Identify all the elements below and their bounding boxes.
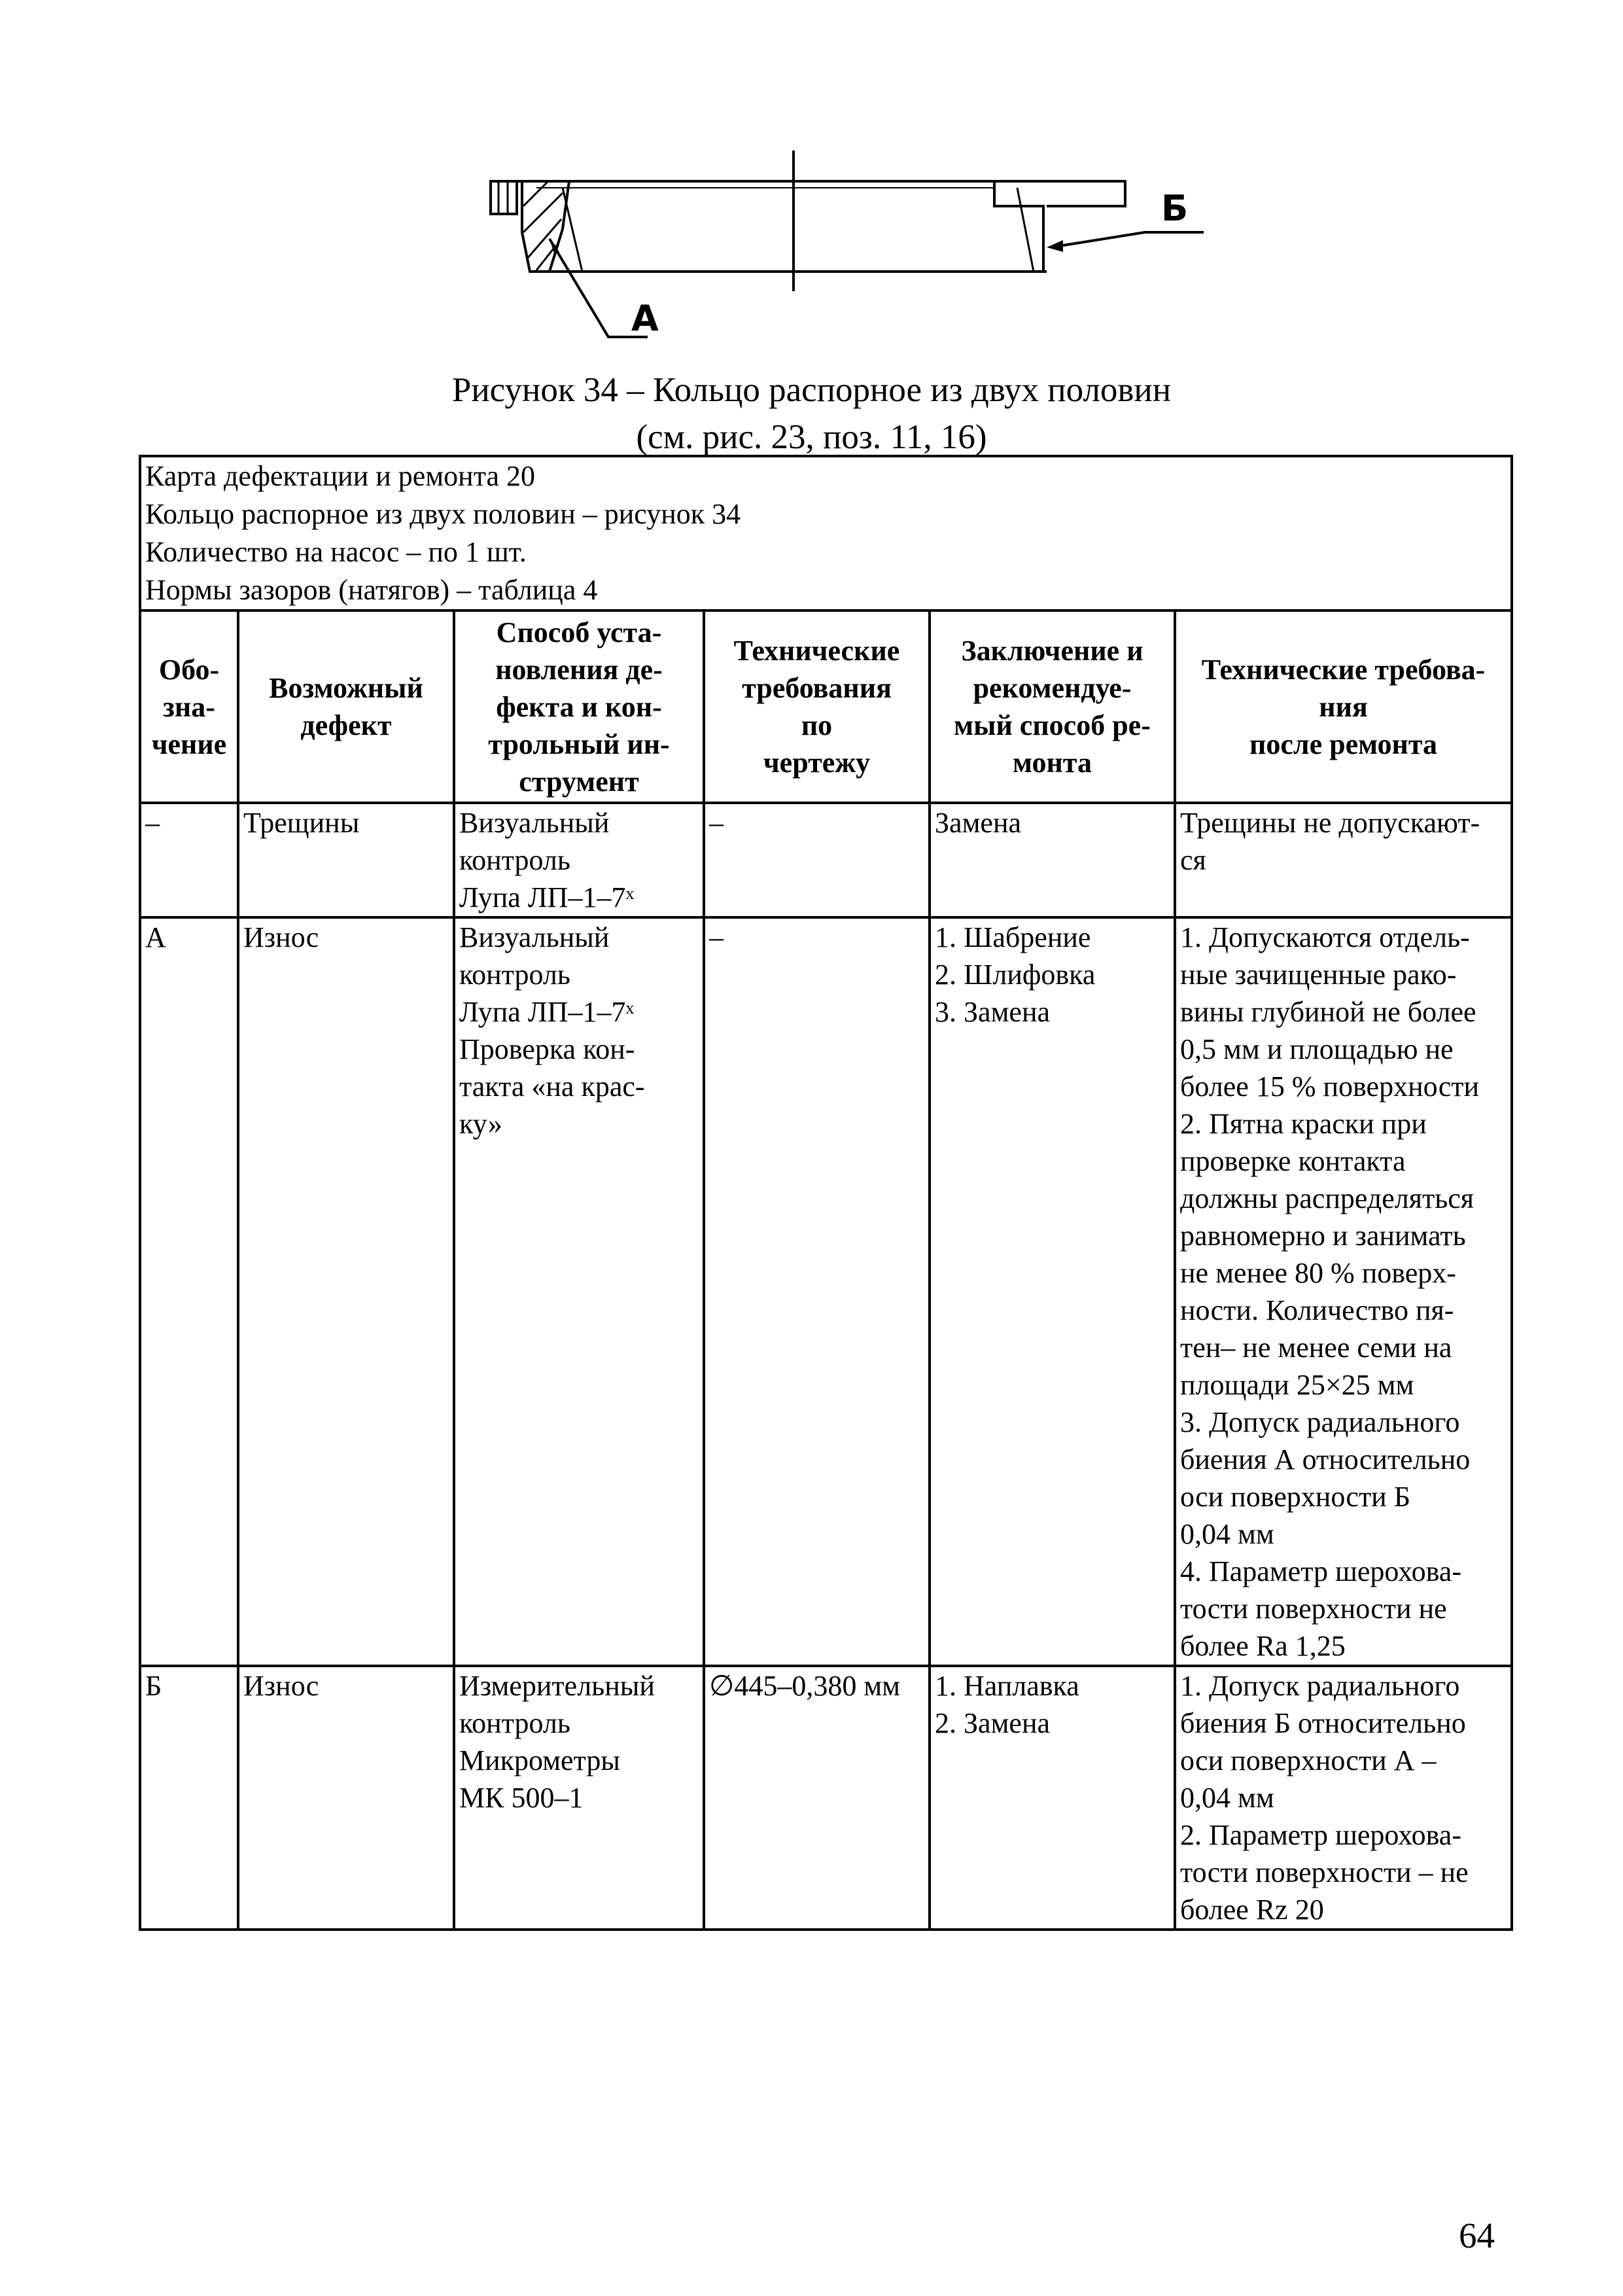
cell-drawing-req: – — [704, 803, 930, 917]
label-a: А — [631, 298, 659, 339]
cell-designation: Б — [140, 1666, 238, 1930]
header-row — [140, 610, 1512, 803]
label-b: Б — [1161, 188, 1189, 229]
cell-conclusion: Замена — [930, 803, 1175, 917]
cell-designation: – — [140, 803, 238, 917]
ring-drawing — [471, 141, 1223, 357]
cell-designation: А — [140, 917, 238, 1666]
cell-drawing-req: – — [704, 917, 930, 1666]
card-norms: Нормы зазоров (натягов) – таблица 4 — [145, 574, 598, 606]
page-number: 64 — [1459, 2216, 1495, 2255]
table-row — [140, 1666, 1512, 1930]
cell-method: Измерительный контроль Микрометры МК 500–1 — [454, 1666, 704, 1930]
card-part: Кольцо распорное из двух половин – рисунок 34 — [145, 498, 741, 530]
header-method: Способ уста- новления де- фекта и кон- трольный ин- струмент — [454, 610, 704, 803]
card-quantity: Количество на насос – по 1 шт. — [145, 536, 527, 568]
cell-after-repair: Трещины не допускают- ся — [1175, 803, 1512, 917]
cell-after-repair: 1. Допускаются отдель- ные зачищенные рако- вины глубиной не более 0,5 мм и площадью не более 15 % поверхности 2. Пятна краски при проверке контакта должны распределяться равномерно и занимать не менее 80 % поверх- ности. Количество пя- тен– не менее семи на площади 25×25 мм 3. Допуск радиального биения А относительно оси поверхности Б 0,04 мм 4. Параметр шерохова- тости поверхности не более Ra 1,25 — [1175, 917, 1512, 1666]
table-row — [140, 803, 1512, 917]
cell-defect: Трещины — [238, 803, 454, 917]
ring-cross-section-diagram — [471, 141, 1223, 357]
header-after-repair: Технические требова- ния после ремонта — [1175, 610, 1512, 803]
cell-conclusion: 1. Наплавка 2. Замена — [930, 1666, 1175, 1930]
header-defect: Возможный дефект — [238, 610, 454, 803]
cell-drawing-req: ∅445–0,380 мм — [704, 1666, 930, 1930]
header-designation: Обо- зна- чение — [140, 610, 238, 803]
cell-defect: Износ — [238, 1666, 454, 1930]
cell-method: Визуальный контроль Лупа ЛП–1–7ˣ — [454, 803, 704, 917]
header-drawing-requirements: Технические требования по чертежу — [704, 610, 930, 803]
cell-defect: Износ — [238, 917, 454, 1666]
table-row — [140, 917, 1512, 1666]
cell-method: Визуальный контроль Лупа ЛП–1–7ˣ Проверка кон- такта «на крас- ку» — [454, 917, 704, 1666]
figure-caption-reference: (см. рис. 23, поз. 11, 16) — [636, 418, 987, 456]
card-title: Карта дефектации и ремонта 20 — [145, 460, 535, 492]
figure-caption: Рисунок 34 – Кольцо распорное из двух половин — [451, 371, 1172, 409]
header-conclusion: Заключение и рекомендуе- мый способ ре- монта — [930, 610, 1175, 803]
card-info — [140, 456, 1512, 610]
cell-conclusion: 1. Шабрение 2. Шлифовка 3. Замена — [930, 917, 1175, 1666]
cell-after-repair: 1. Допуск радиального биения Б относительно оси поверхности А – 0,04 мм 2. Параметр шерохова- тости поверхности – не более Rz 20 — [1175, 1666, 1512, 1930]
defect-repair-card-table — [139, 455, 1513, 1931]
